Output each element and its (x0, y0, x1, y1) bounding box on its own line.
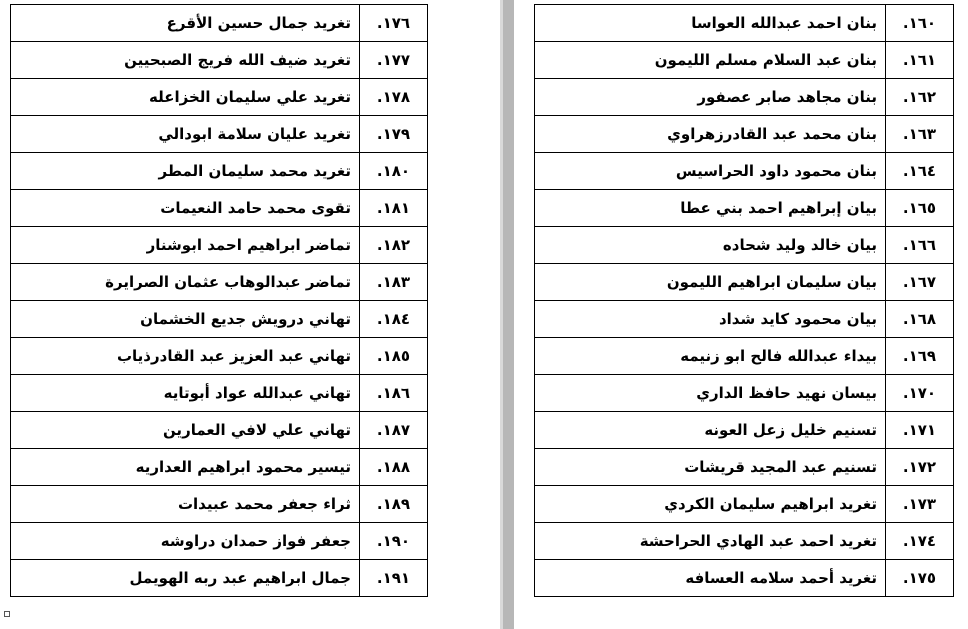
row-name: بنان محمد عبد القادرزهراوي (535, 116, 886, 153)
row-number: ١٨٢. (360, 227, 428, 264)
row-name: تقوى محمد حامد النعيمات (11, 190, 360, 227)
row-name: تهاني علي لافي العمارين (11, 412, 360, 449)
names-table-left-body (11, 5, 428, 597)
row-number: ١٨٩. (360, 486, 428, 523)
table-row (11, 42, 428, 79)
table-row (535, 338, 954, 375)
row-number: ١٧٣. (886, 486, 954, 523)
row-number: ١٨٥. (360, 338, 428, 375)
row-number: ١٨٣. (360, 264, 428, 301)
table-row (11, 116, 428, 153)
table-row (535, 301, 954, 338)
row-number: ١٧٥. (886, 560, 954, 597)
row-name: تغريد جمال حسين الأقرع (11, 5, 360, 42)
table-row (535, 227, 954, 264)
row-number: ١٦٥. (886, 190, 954, 227)
row-number: ١٦٤. (886, 153, 954, 190)
page-gutter (500, 0, 514, 629)
row-name: جمال ابراهيم عبد ربه الهويمل (11, 560, 360, 597)
row-name: بيان سليمان ابراهيم الليمون (535, 264, 886, 301)
names-table-right (534, 4, 954, 597)
table-row (11, 486, 428, 523)
table-row (11, 190, 428, 227)
table-row (11, 153, 428, 190)
row-name: بيان خالد وليد شحاده (535, 227, 886, 264)
row-name: بيان محمود كايد شداد (535, 301, 886, 338)
table-row (535, 412, 954, 449)
row-number: ١٦١. (886, 42, 954, 79)
row-number: ١٨٦. (360, 375, 428, 412)
row-name: تماضر ابراهيم احمد ابوشنار (11, 227, 360, 264)
row-name: تهاني عبدالله عواد أبوتايه (11, 375, 360, 412)
table-row (11, 338, 428, 375)
row-name: تيسير محمود ابراهيم العداريه (11, 449, 360, 486)
table-row (535, 153, 954, 190)
row-number: ١٩٠. (360, 523, 428, 560)
table-row (11, 560, 428, 597)
table-row (11, 412, 428, 449)
right-page (514, 0, 968, 629)
row-number: ١٨٠. (360, 153, 428, 190)
table-row (535, 190, 954, 227)
table-row (11, 449, 428, 486)
table-row (535, 116, 954, 153)
row-number: ١٦٩. (886, 338, 954, 375)
row-name: تسنيم خليل زعل العونه (535, 412, 886, 449)
names-table-left (10, 4, 428, 597)
names-table-right-body (535, 5, 954, 597)
row-name: بنان محمود داود الحراسيس (535, 153, 886, 190)
row-name: تسنيم عبد المجيد قريشات (535, 449, 886, 486)
row-name: ثراء جعفر محمد عبيدات (11, 486, 360, 523)
row-name: بيداء عبدالله فالح ابو زنيمه (535, 338, 886, 375)
table-row (11, 5, 428, 42)
row-number: ١٧١. (886, 412, 954, 449)
row-number: ١٧٤. (886, 523, 954, 560)
table-row (535, 42, 954, 79)
row-number: ١٨٧. (360, 412, 428, 449)
table-row (11, 523, 428, 560)
row-number: ١٧٦. (360, 5, 428, 42)
row-name: تغريد ابراهيم سليمان الكردي (535, 486, 886, 523)
row-name: تغريد أحمد سلامه العسافه (535, 560, 886, 597)
row-name: تغريد علي سليمان الخزاعله (11, 79, 360, 116)
row-name: بنان احمد عبدالله العواسا (535, 5, 886, 42)
row-number: ١٧٨. (360, 79, 428, 116)
table-row (11, 301, 428, 338)
row-number: ١٧٧. (360, 42, 428, 79)
table-row (11, 79, 428, 116)
row-number: ١٨١. (360, 190, 428, 227)
row-name: تغريد ضيف الله فريج الصبحيين (11, 42, 360, 79)
table-row (535, 375, 954, 412)
row-number: ١٧٩. (360, 116, 428, 153)
row-number: ١٦٠. (886, 5, 954, 42)
row-name: بنان مجاهد صابر عصفور (535, 79, 886, 116)
page-gutter-edge (500, 0, 503, 629)
table-row (11, 375, 428, 412)
table-row (535, 5, 954, 42)
row-number: ١٩١. (360, 560, 428, 597)
row-number: ١٦٦. (886, 227, 954, 264)
row-name: تغريد احمد عبد الهادي الحراحشة (535, 523, 886, 560)
table-row (535, 79, 954, 116)
row-number: ١٦٢. (886, 79, 954, 116)
row-name: تغريد عليان سلامة ابودالي (11, 116, 360, 153)
row-name: بيسان نهيد حافظ الداري (535, 375, 886, 412)
row-number: ١٦٧. (886, 264, 954, 301)
row-name: تهاني درويش جديع الخشمان (11, 301, 360, 338)
row-number: ١٨٤. (360, 301, 428, 338)
table-row (535, 523, 954, 560)
row-number: ١٧٢. (886, 449, 954, 486)
row-number: ١٧٠. (886, 375, 954, 412)
row-number: ١٦٣. (886, 116, 954, 153)
page-corner-mark (4, 611, 10, 617)
table-row (11, 264, 428, 301)
table-row (11, 227, 428, 264)
table-row (535, 486, 954, 523)
table-row (535, 449, 954, 486)
row-name: تهاني عبد العزيز عبد القادرذياب (11, 338, 360, 375)
row-name: بيان إبراهيم احمد بني عطا (535, 190, 886, 227)
row-number: ١٦٨. (886, 301, 954, 338)
table-row (535, 264, 954, 301)
table-row (535, 560, 954, 597)
row-name: بنان عبد السلام مسلم الليمون (535, 42, 886, 79)
row-name: تماضر عبدالوهاب عثمان الصرايرة (11, 264, 360, 301)
row-name: تغريد محمد سليمان المطر (11, 153, 360, 190)
row-number: ١٨٨. (360, 449, 428, 486)
row-name: جعفر فواز حمدان دراوشه (11, 523, 360, 560)
